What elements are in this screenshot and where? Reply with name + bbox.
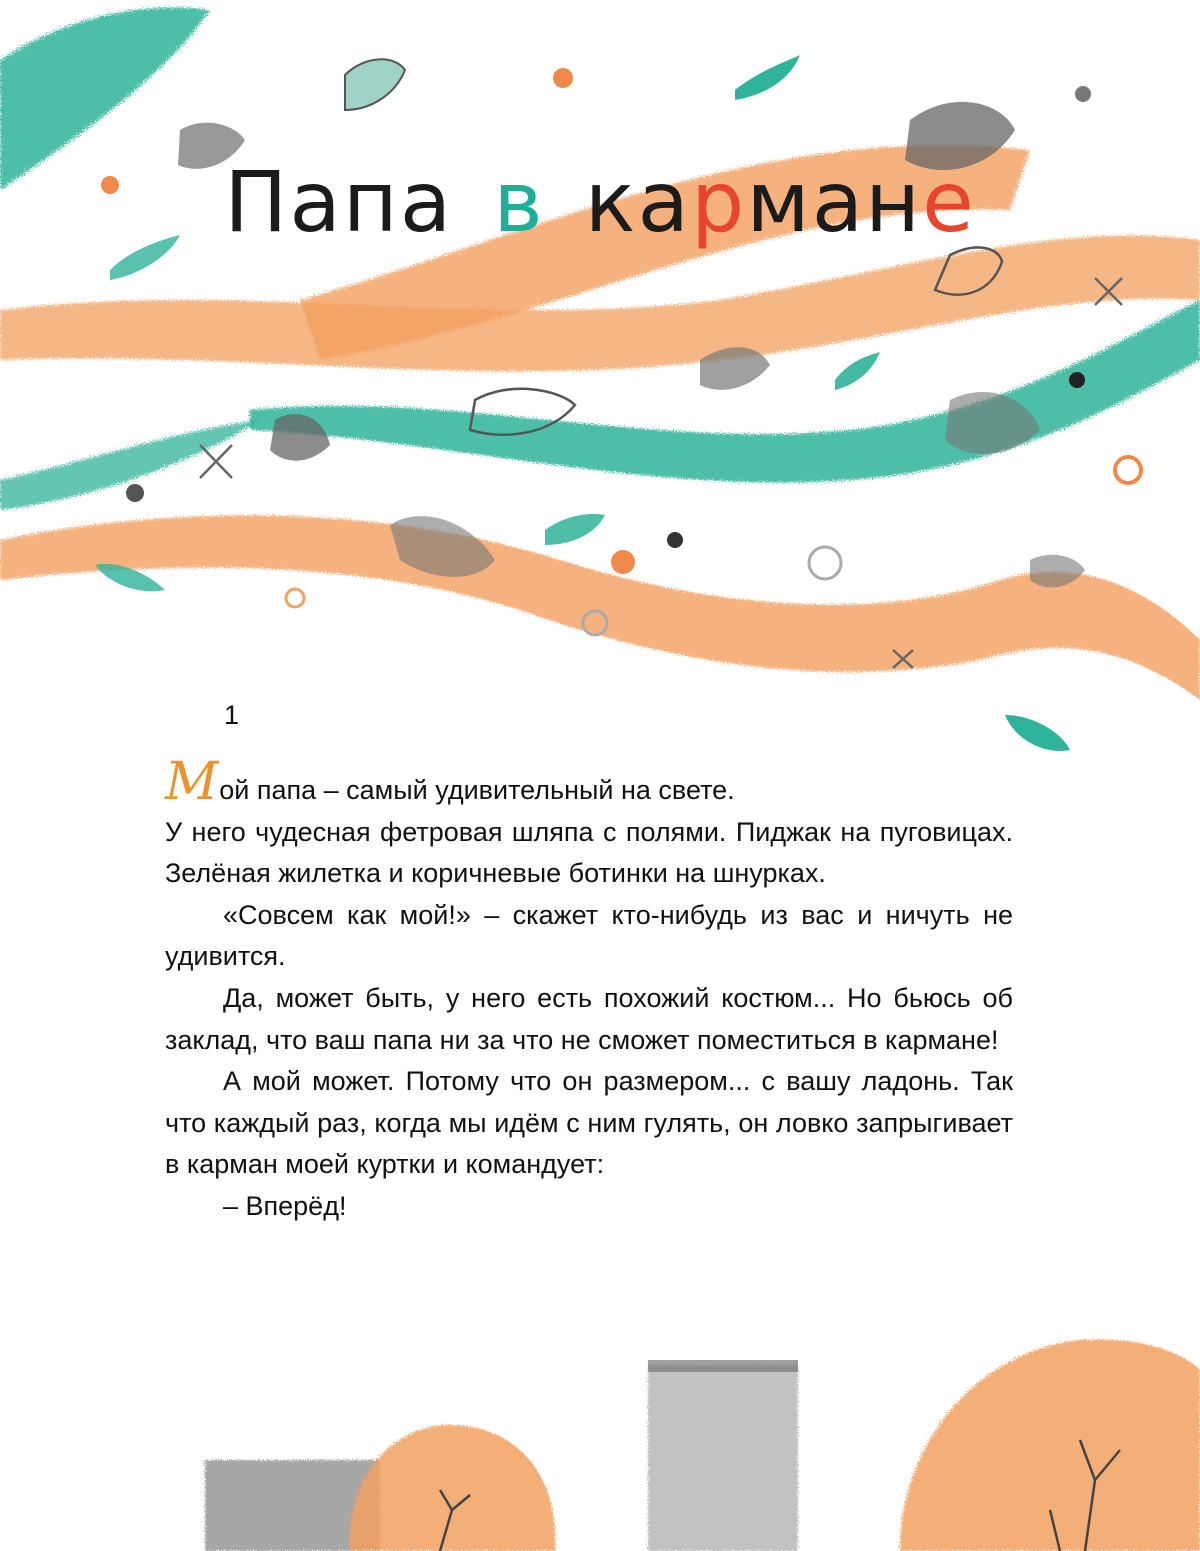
- orange-bush-right: [900, 1340, 1200, 1551]
- jar-lid: [648, 1360, 798, 1372]
- story-title: [0, 153, 1200, 251]
- bottom-illustration: [0, 1330, 1200, 1551]
- orange-band-3: [0, 515, 1200, 700]
- dot-icon: [667, 532, 683, 548]
- dot-icon: [1069, 372, 1085, 388]
- ring-icon: [809, 547, 841, 579]
- chapter-number: 1: [224, 700, 240, 730]
- orange-bush-left: [350, 1425, 556, 1551]
- leaf-icon: [735, 55, 800, 100]
- paragraph-3: «Совсем как мой!» – скажет кто-нибудь из вас и ничуть не удивится.: [165, 899, 1013, 972]
- leaf-icon: [345, 59, 405, 110]
- cross-icon: [200, 445, 232, 478]
- paragraph-1-text: ой папа – самый удивительный на свете.: [219, 775, 735, 805]
- title-word-1: Папа: [224, 153, 454, 251]
- paragraph-1: [165, 752, 1013, 812]
- dot-icon: [126, 484, 144, 502]
- title-word-3b: р: [691, 153, 747, 251]
- leaf-icon: [1005, 715, 1070, 751]
- drop-cap: М: [165, 752, 219, 812]
- paragraph-5: А мой может. Потому что он размером... с вашу ладонь. Так что каждый раз, когда мы идём с ним гулять, он ловко запрыгивает в карман моей куртки и командует:: [165, 1066, 1013, 1180]
- dot-icon: [611, 550, 635, 574]
- ring-icon: [1115, 457, 1141, 483]
- leaf-icon: [545, 514, 605, 545]
- title-word-3d: е: [922, 153, 976, 251]
- title-word-3c: ман: [746, 153, 923, 251]
- paragraph-2: У него чудесная фетровая шляпа с полями. Пиджак на пуговицах. Зелёная жилетка и коричневые ботинки на шнурках.: [165, 816, 1013, 889]
- title-word-3a: ка: [584, 153, 691, 251]
- dot-icon: [553, 68, 573, 88]
- dot-icon: [1075, 86, 1091, 102]
- title-word-2: в: [493, 153, 545, 251]
- leaf-icon: [835, 352, 880, 390]
- story-text: [165, 752, 1013, 1228]
- jar-illustration: [648, 1365, 798, 1551]
- paragraph-4: Да, может быть, у него есть похожий костюм... Но бьюсь об заклад, что ваш папа ни за что не сможет поместиться в кармане!: [165, 982, 1013, 1055]
- paragraph-6: – Вперёд!: [223, 1190, 347, 1221]
- ring-icon: [286, 589, 304, 607]
